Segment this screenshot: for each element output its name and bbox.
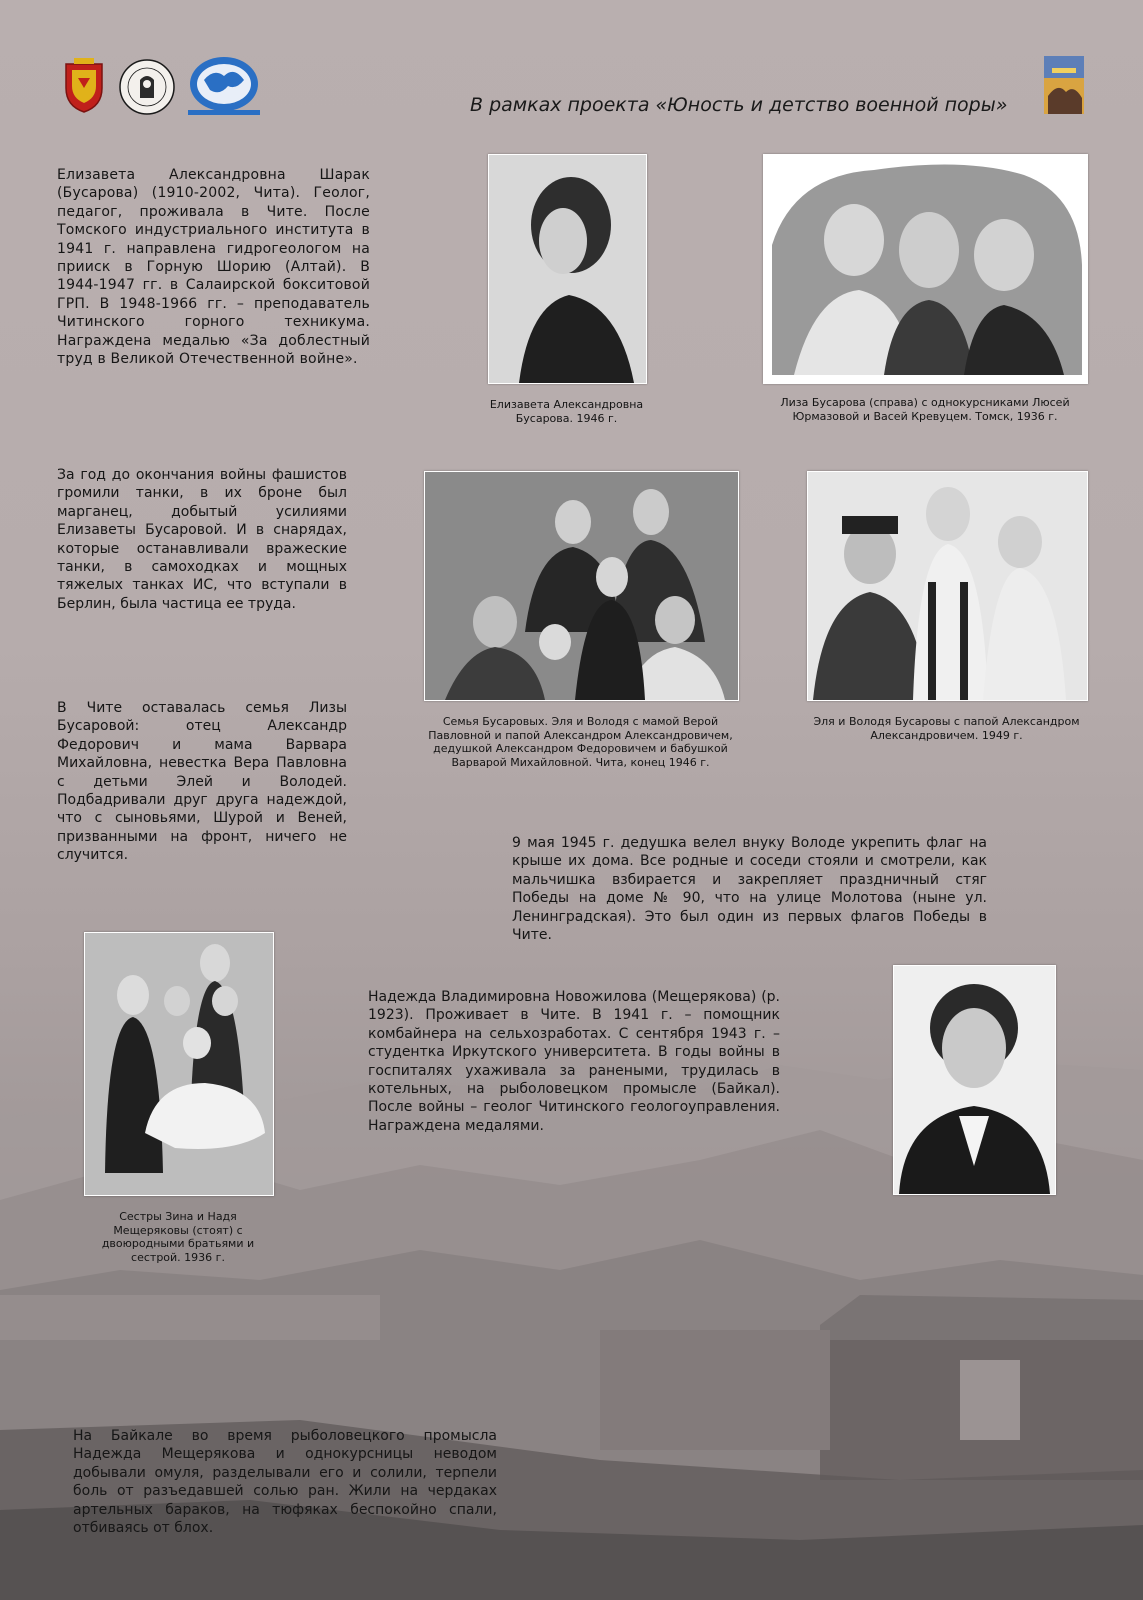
caption-sisters-1936: Сестры Зина и Надя Мещеряковы (стоят) с двоюродными братьями и сестрой. 1936 г.: [101, 1210, 255, 1264]
caption-classmates-1936: Лиза Бусарова (справа) с однокурсниками Люсей Юрмазовой и Васей Кревуцем. Томск, 1936 г.: [780, 396, 1070, 423]
regional-museum-seal-icon: [118, 58, 176, 116]
photo-sisters-1936: [84, 932, 274, 1196]
photo-classmates-1936: [763, 154, 1088, 384]
caption-family-1946: Семья Бусаровых. Эля и Володя с мамой Верой Павловной и папой Александром Александровичем, дедушкой Александром Федоровичем и бабушкой Варварой Михайловной. Чита, конец 1946 г.: [428, 715, 733, 769]
victory-flag-paragraph: 9 мая 1945 г. дедушка велел внуку Володе укрепить флаг на крыше их дома. Все родные и соседи стояли и смотрели, как мальчишка взбирается и закрепляет праздничный стяг Победы на доме № 90, что на улице Молотова (ныне ул. Ленинградская). Это был один из первых флагов Победы в Чите.: [512, 835, 987, 944]
coat-of-arms-icon: [60, 58, 108, 114]
caption-busarova-1946: Елизавета Александровна Бусарова. 1946 г.: [489, 398, 644, 425]
novozhilova-biography: Надежда Владимировна Новожилова (Мещерякова) (р. 1923). Проживает в Чите. В 1941 г. – помощник комбайнера на сельхозработах. С сентября 1943 г. – студентка Иркутского университета. В годы войны в госпиталях ухаживала за ранеными, трудилась в котельных, на рыболовецком промысле (Байкал). После войны – геолог Читинского геологоуправления. Награждена медалями.: [368, 989, 780, 1134]
book-cover-icon: [1044, 56, 1084, 114]
photo-children-1949: [807, 471, 1088, 701]
baikal-paragraph: На Байкале во время рыболовецкого промысла Надежда Мещерякова и однокурсницы неводом добывали омуля, разделывали его и солили, терпели боль от разъедавшей солью ран. Жили на чердаках артельных бараков, на тюфяках беспокойно спали, отбиваясь от блох.: [73, 1428, 497, 1537]
sharak-biography: Елизавета Александровна Шарак (Бусарова) (1910-2002, Чита). Геолог, педагог, проживала в Чите. После Томского индустриального института в 1941 г. направлена гидрогеологом на прииск в Горную Шорию (Алтай). В 1944-1947 гг. в Салаирской бокситовой ГРП. В 1948-1966 гг. – преподаватель Читинского горного техникума. Награждена медалью «За доблестный труд в Великой Отечественной войне».: [57, 167, 370, 368]
manganese-paragraph: За год до окончания войны фашистов громили танки, в их броне был марганец, добытый усилиями Елизаветы Бусаровой. И в снарядах, которые останавливали вражеские танки, в самоходках и мощных тяжелых танках ИС, что вступали в Берлин, была частица ее труда.: [57, 467, 347, 612]
family-chita-paragraph: В Чите оставалась семья Лизы Бусаровой: отец Александр Федорович и мама Варвара Михайловна, невестка Вера Павловна с детьми Элей и Володей. Подбадривали друг друга надеждой, что с сыновьями, Шурой и Веней, призванными на фронт, ничего не случится.: [57, 700, 347, 864]
caption-children-1949: Эля и Володя Бусаровы с папой Александром Александровичем. 1949 г.: [813, 715, 1080, 742]
geographic-society-globe-icon: [184, 56, 264, 118]
project-title: В рамках проекта «Юность и детство военной поры»: [470, 94, 1008, 116]
photo-family-1946: [424, 471, 739, 701]
photo-novozhilova-portrait: [893, 965, 1056, 1195]
photo-busarova-portrait: [488, 154, 647, 384]
